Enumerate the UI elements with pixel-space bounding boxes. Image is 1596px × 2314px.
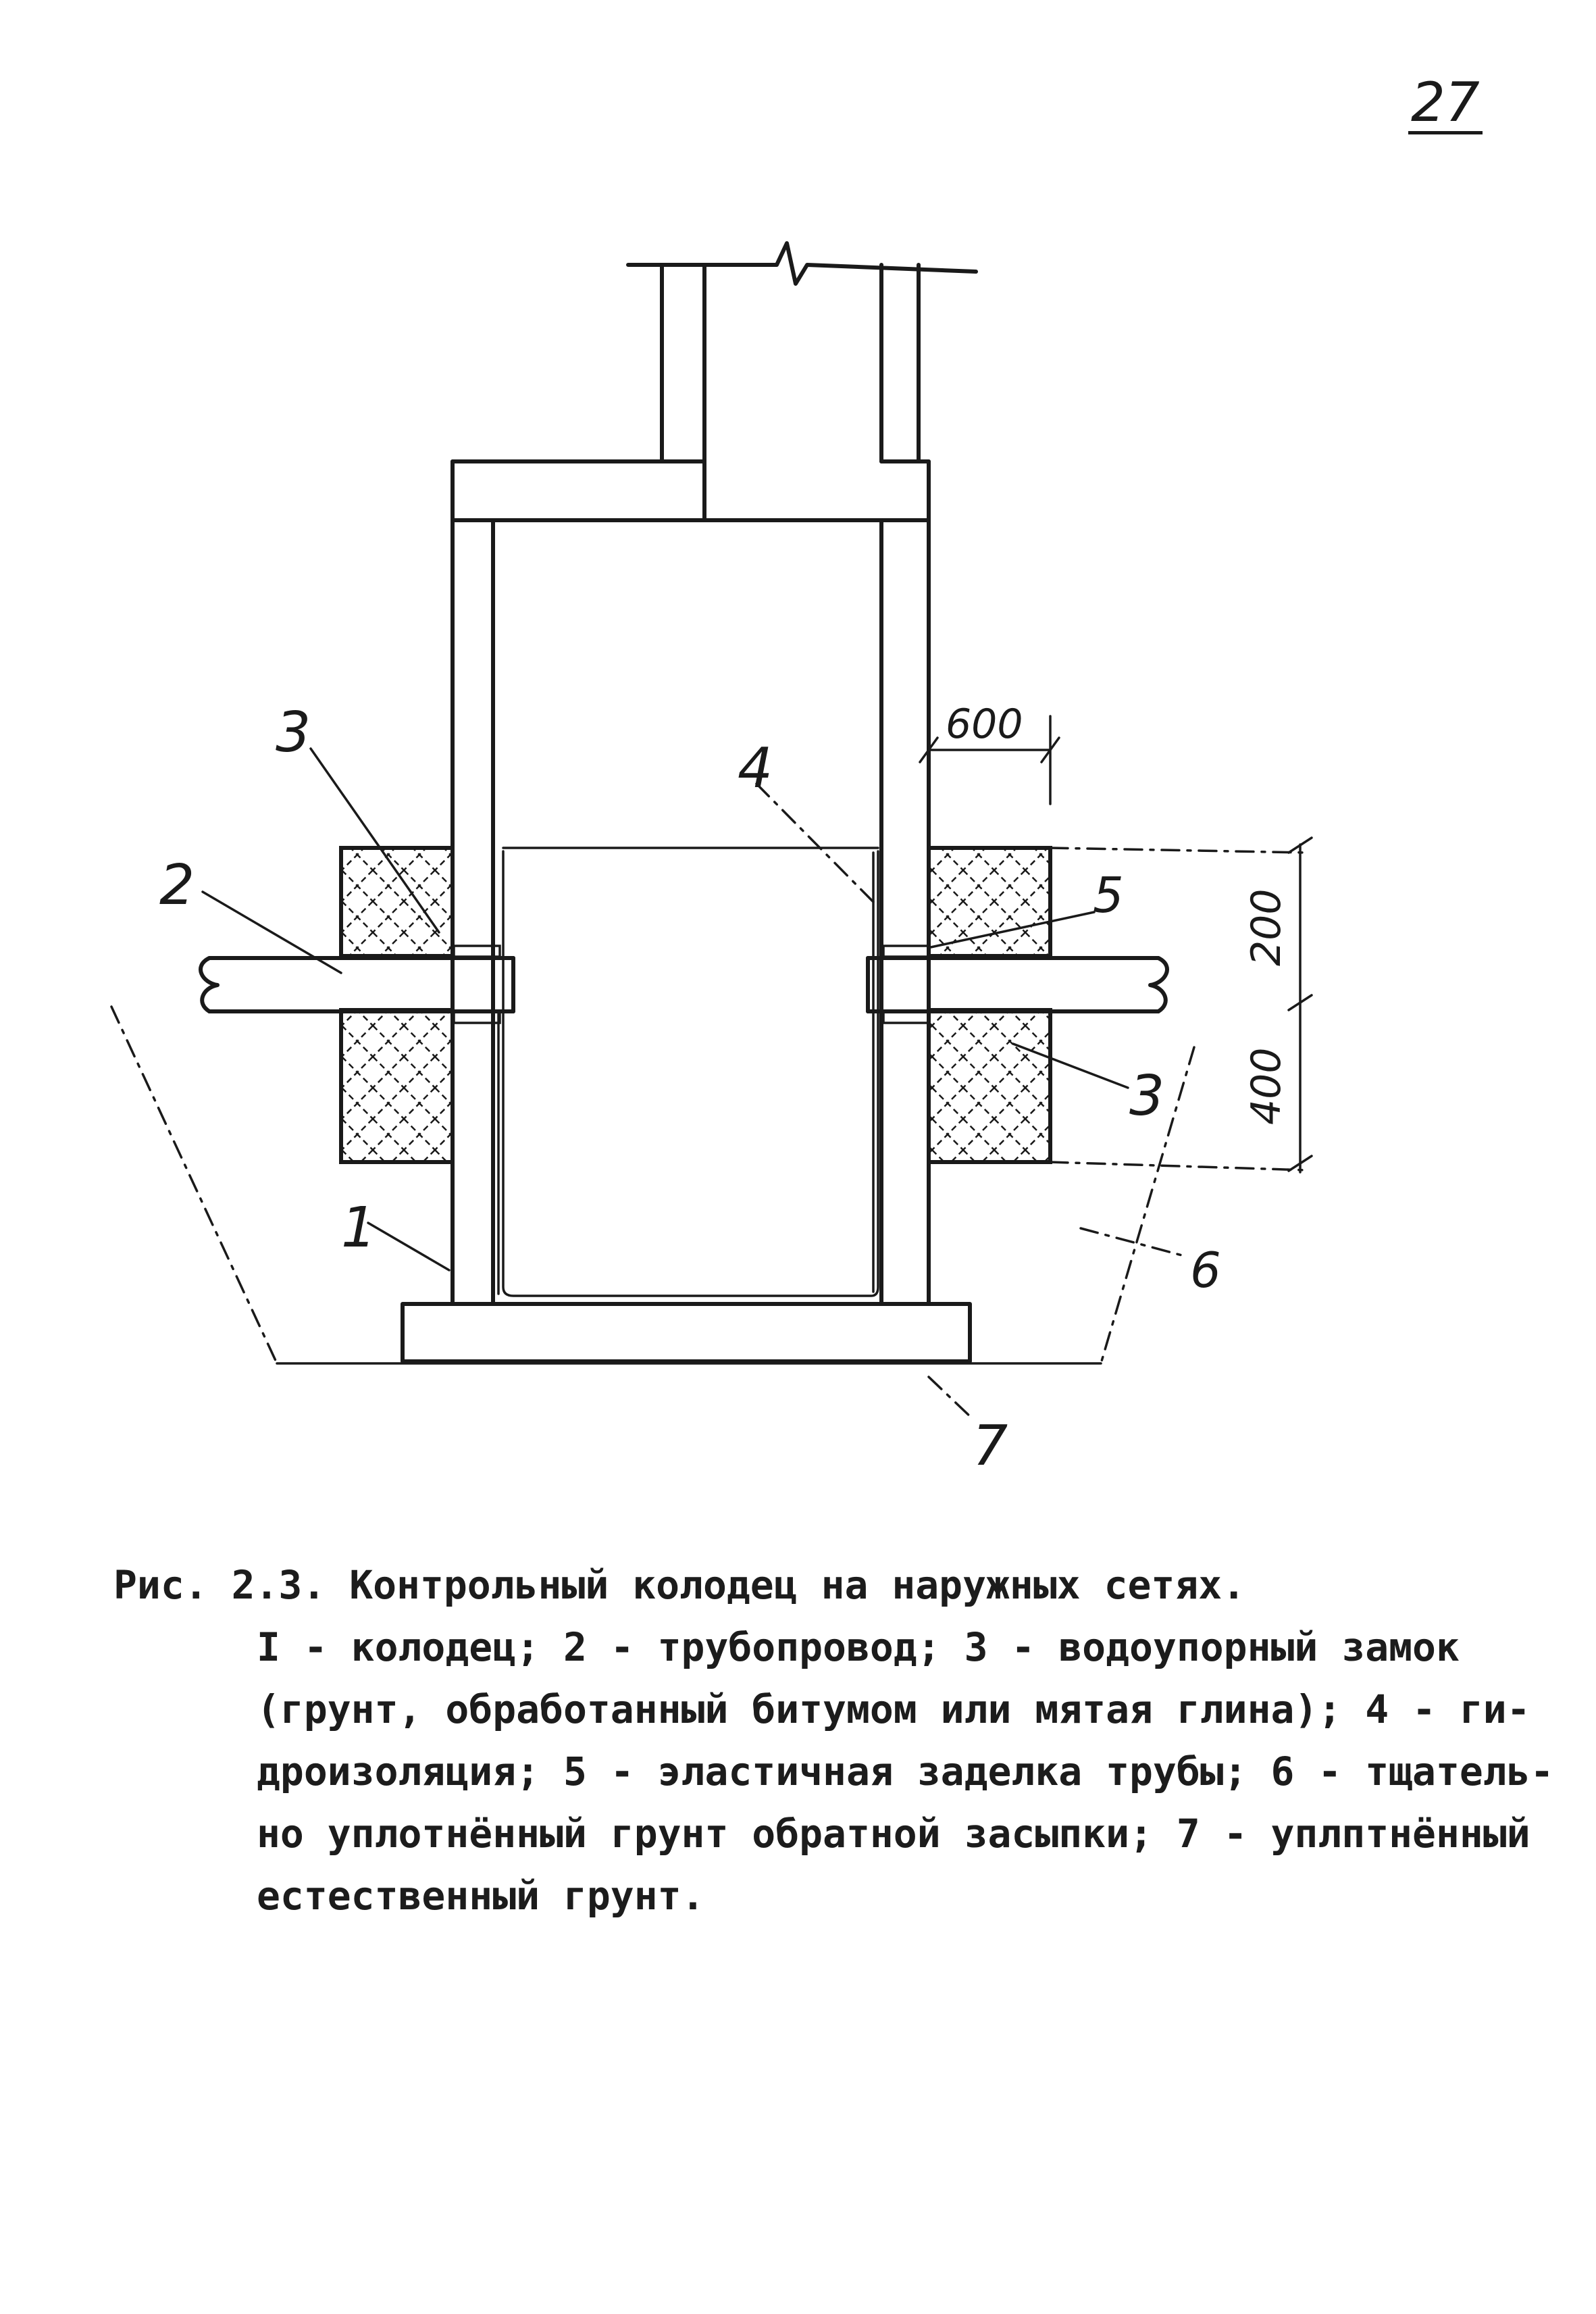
label-waterproofing: 4 <box>738 736 773 801</box>
cover-slab <box>453 461 929 520</box>
label-lock-left: 3 <box>276 701 311 765</box>
pipe-left <box>201 958 513 1011</box>
label-lock-right: 3 <box>1129 1064 1165 1128</box>
base-slab <box>403 1304 970 1361</box>
figure-caption-legend <box>257 1616 1554 1927</box>
legend-line: дроизоляция; 5 - эластичная заделка трубы; 6 - тщатель- <box>257 1749 1554 1794</box>
dimension-upper-height: 200 <box>1243 888 1290 966</box>
dimension-lower-height: 400 <box>1243 1047 1290 1125</box>
label-well: 1 <box>341 1196 377 1260</box>
label-backfill: 6 <box>1190 1242 1221 1299</box>
riser-shaft <box>628 243 976 520</box>
waterproof-lock-left <box>341 848 453 1162</box>
label-natural-soil: 7 <box>973 1414 1008 1478</box>
legend-line: но уплотнённый грунт обратной засыпки; 7 - уплптнённый <box>257 1811 1530 1857</box>
pipe-right <box>868 958 1167 1011</box>
elastic-seals <box>454 946 928 1023</box>
figure-caption-title: Рис. 2.3. Контрольный колодец на наружных сетях. <box>113 1562 1246 1608</box>
dimension-lock-width: 600 <box>946 701 1023 748</box>
legend-line: (грунт, обработанный битумом или мятая глина); 4 - ги- <box>257 1686 1530 1732</box>
label-pipe: 2 <box>159 853 195 917</box>
legend-line: естественный грунт. <box>257 1873 705 1919</box>
waterproof-lock-right <box>929 848 1050 1162</box>
page-number: 27 <box>1408 74 1483 134</box>
label-elastic-seal: 5 <box>1093 867 1124 924</box>
well-walls <box>453 461 929 1304</box>
legend-line: I - колодец; 2 - трубопровод; 3 - водоупорный замок <box>257 1624 1460 1670</box>
